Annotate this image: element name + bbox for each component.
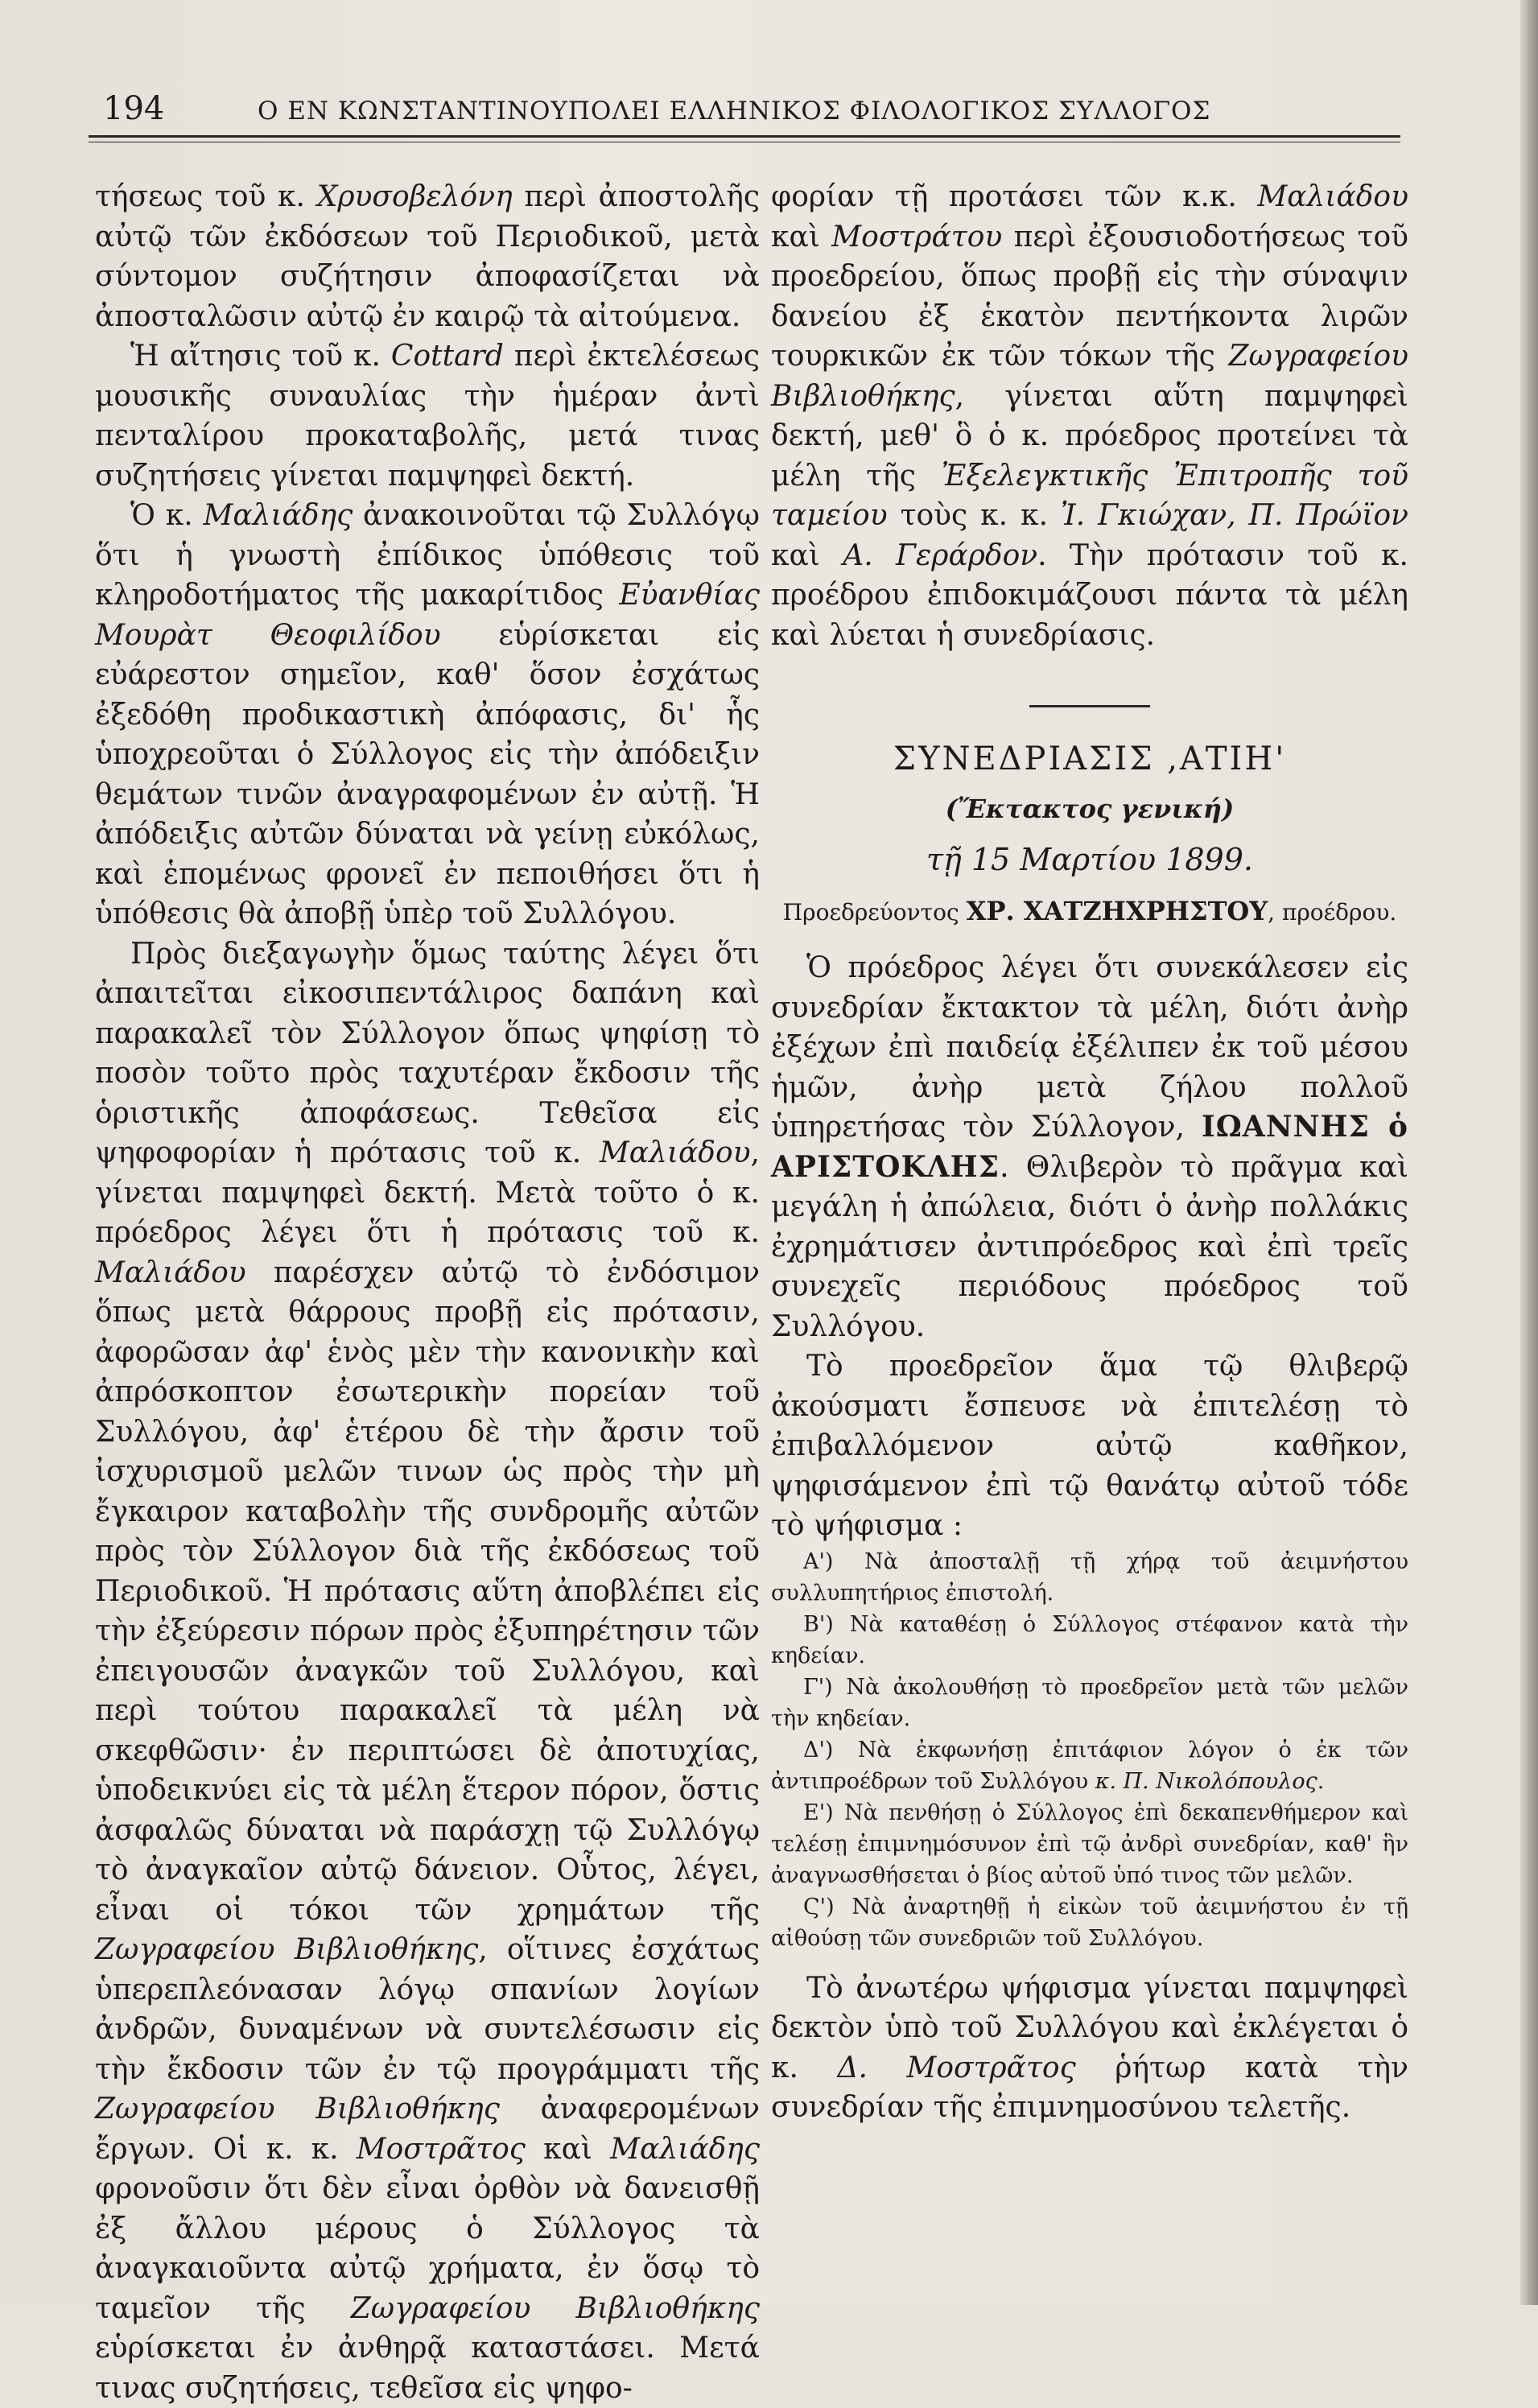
paragraph: Ὁ κ. Μαλιάδης ἀνακοινοῦται τῷ Συλλόγῳ ὅτι ἡ γνωστὴ ἐπίδικος ὑπόθεσις τοῦ κληροδοτήματος τῆς μακαρίτιδος Εὐανθίας Μουρὰτ Θεοφιλίδου εὑρίσκεται εἰς εὐάρεστον σημεῖον, καθ' ὅσον ἐσχάτως ἐξεδόθη προδικαστικὴ ἀπόφασις, δι' ἧς ὑποχρεοῦται ὁ Σύλλογος εἰς τὴν ἀπόδειξιν θεμάτων τινῶν ἀναγραφομένων ἐν αὐτῇ. Ἡ ἀπόδειξις αὐτῶν δύναται νὰ γείνῃ εὐκόλως, καὶ ἑπομένως φρονεῖ ἐν πεποιθήσει ὅτι ἡ ὑπόθεσις θὰ ἀποβῇ ὑπὲρ τοῦ Συλλόγου. <box>95 496 760 934</box>
session-date: τῇ 15 Μαρτίου 1899. <box>771 840 1408 880</box>
resolution-item: Γ') Νὰ ἀκολουθήσῃ τὸ προεδρεῖον μετὰ τῶν μελῶν τὴν κηδείαν. <box>771 1672 1408 1734</box>
resolution-item: Ϛ') Νὰ ἀναρτηθῇ ἡ εἰκὼν τοῦ ἀειμνήστου ἐν τῇ αἰθούσῃ τῶν συνεδριῶν τοῦ Συλλόγου. <box>771 1891 1408 1954</box>
section-divider <box>1029 705 1150 707</box>
page-header <box>89 90 1400 138</box>
session-subtitle: (Ἔκτακτος γενική) <box>771 790 1408 830</box>
resolution-item: Ε') Νὰ πενθήσῃ ὁ Σύλλογος ἐπὶ δεκαπενθήμερον καὶ τελέσῃ ἐπιμνημόσυνον ἐπὶ τῷ ἀνδρὶ συνεδρίαν, καθ' ἣν ἀναγνωσθήσεται ὁ βίος αὐτοῦ ὑπό τινος τῶν μελῶν. <box>771 1797 1408 1891</box>
header-rule-thick <box>89 135 1400 138</box>
paragraph: τήσεως τοῦ κ. Χρυσοβελόνη περὶ ἀποστολῆς αὐτῷ τῶν ἐκδόσεων τοῦ Περιοδικοῦ, μετὰ σύντομον συζήτησιν ἀποφασίζεται νὰ ἀποσταλῶσιν αὐτῷ ἐν καιρῷ τὰ αἰτούμενα. <box>95 177 760 336</box>
resolution-item: Δ') Νὰ ἐκφωνήσῃ ἐπιτάφιον λόγον ὁ ἐκ τῶν ἀντιπροέδρων τοῦ Συλλόγου κ. Π. Νικολόπουλος. <box>771 1734 1408 1797</box>
resolution-list <box>771 1546 1408 1954</box>
presiding-line: Προεδρεύοντος ΧΡ. ΧΑΤΖΗΧΡΗΣΤΟΥ, προέδρου. <box>771 892 1408 933</box>
paragraph: Τὸ προεδρεῖον ἅμα τῷ θλιβερῷ ἀκούσματι ἔσπευσε νὰ ἐπιτελέσῃ τὸ ἐπιβαλλόμενον αὐτῷ καθῆκον, ψηφισάμενον ἐπὶ τῷ θανάτῳ αὐτοῦ τόδε τὸ ψήφισμα : <box>771 1346 1408 1546</box>
paragraph: Ὁ πρόεδρος λέγει ὅτι συνεκάλεσεν εἰς συνεδρίαν ἔκτακτον τὰ μέλη, διότι ἀνὴρ ἐξέχων ἐπὶ παιδείᾳ ἐξέλιπεν ἐκ τοῦ μέσου ἡμῶν, ἀνὴρ μετὰ ζήλου πολλοῦ ὑπηρετήσας τὸν Σύλλογον, ΙΩΑΝΝΗΣ ὁ ΑΡΙΣΤΟΚΛΗΣ. Θλιβερὸν τὸ πρᾶγμα καὶ μεγάλη ἡ ἀπώλεια, διότι ὁ ἀνὴρ πολλάκις ἐχρημάτισεν ἀντιπρόεδρος καὶ ἐπὶ τρεῖς συνεχεῖς περιόδους πρόεδρος τοῦ Συλλόγου. <box>771 948 1408 1346</box>
paragraph: φορίαν τῇ προτάσει τῶν κ.κ. Μαλιάδου καὶ Μοστράτου περὶ ἐξουσιοδοτήσεως τοῦ προεδρείου, ὅπως προβῇ εἰς τὴν σύναψιν δανείου ἐξ ἑκατὸν πεντήκοντα λιρῶν τουρκικῶν ἐκ τῶν τόκων τῆς Ζωγραφείου Βιβλιοθήκης, γίνεται αὕτη παμψηφεὶ δεκτή, μεθ' ὃ ὁ κ. πρόεδρος προτείνει τὰ μέλη τῆς Ἐξελεγκτικῆς Ἐπιτροπῆς τοῦ ταμείου τοὺς κ. κ. Ἰ. Γκιώχαν, Π. Πρώϊον καὶ Α. Γεράρδον. Τὴν πρότασιν τοῦ κ. προέδρου ἐπιδοκιμάζουσι πάντα τὰ μέλη καὶ λύεται ἡ συνεδρίασις. <box>771 177 1408 655</box>
paragraph: Ἡ αἴτησις τοῦ κ. Cottard περὶ ἐκτελέσεως μουσικῆς συναυλίας τὴν ἡμέραν ἀντὶ πενταλίρου προκαταβολῆς, μετά τινας συζητήσεις γίνεται παμψηφεὶ δεκτή. <box>95 336 760 496</box>
paragraph: Τὸ ἀνωτέρω ψήφισμα γίνεται παμψηφεὶ δεκτὸν ὑπὸ τοῦ Συλλόγου καὶ ἐκλέγεται ὁ κ. Δ. Μοστρᾶτος ῥήτωρ κατὰ τὴν συνεδρίαν τῆς ἐπιμνημοσύνου τελετῆς. <box>771 1969 1408 2128</box>
left-column <box>95 177 760 2408</box>
right-column <box>771 177 1408 2128</box>
page-binding-edge <box>1520 0 1538 2305</box>
session-title: ΣΥΝΕΔΡΙΑΣΙΣ ,ΑΤΙΗ' <box>771 740 1408 780</box>
resolution-item: Β') Νὰ καταθέσῃ ὁ Σύλλογος στέφανον κατὰ τὴν κηδείαν. <box>771 1609 1408 1672</box>
page-number: 194 <box>103 90 164 127</box>
running-title: Ο ΕΝ ΚΩΝΣΤΑΝΤΙΝΟΥΠΟΛΕΙ ΕΛΛΗΝΙΚΟΣ ΦΙΛΟΛΟΓΙΚΟΣ ΣΥΛΛΟΓΟΣ <box>258 97 1210 126</box>
paragraph: Πρὸς διεξαγωγὴν ὅμως ταύτης λέγει ὅτι ἀπαιτεῖται εἰκοσιπεντάλιρος δαπάνη καὶ παρακαλεῖ τὸν Σύλλογον ὅπως ψηφίσῃ τὸ ποσὸν τοῦτο πρὸς ταχυτέραν ἔκδοσιν τῆς ὁριστικῆς ἀποφάσεως. Τεθεῖσα εἰς ψηφοφορίαν ἡ πρότασις τοῦ κ. Μαλιάδου, γίνεται παμψηφεὶ δεκτή. Μετὰ τοῦτο ὁ κ. πρόεδρος λέγει ὅτι ἡ πρότασις τοῦ κ. Μαλιάδου παρέσχεν αὐτῷ τὸ ἐνδόσιμον ὅπως μετὰ θάρρους προβῇ εἰς πρότασιν, ἀφορῶσαν ἀφ' ἑνὸς μὲν τὴν κανονικὴν καὶ ἀπρόσκοπτον ἐσωτερικὴν πορείαν τοῦ Συλλόγου, ἀφ' ἑτέρου δὲ τὴν ἄρσιν τοῦ ἰσχυρισμοῦ μελῶν τινων ὡς πρὸς τὴν μὴ ἔγκαιρον καταβολὴν τῆς συνδρομῆς αὐτῶν πρὸς τὸν Σύλλογον διὰ τῆς ἐκδόσεως τοῦ Περιοδικοῦ. Ἡ πρότασις αὕτη ἀποβλέπει εἰς τὴν ἐξεύρεσιν πόρων πρὸς ἐξυπηρέτησιν τῶν ἐπειγουσῶν ἀναγκῶν τοῦ Συλλόγου, καὶ περὶ τούτου παρακαλεῖ τὰ μέλη νὰ σκεφθῶσιν· ἐν περιπτώσει δὲ ἀποτυχίας, ὑποδεικνύει εἰς τὰ μέλη ἕτερον πόρον, ὅστις ἀσφαλῶς δύναται νὰ παράσχῃ τῷ Συλλόγῳ τὸ ἀναγκαῖον αὐτῷ δάνειον. Οὗτος, λέγει, εἶναι οἱ τόκοι τῶν χρημάτων τῆς Ζωγραφείου Βιβλιοθήκης, οἵτινες ἐσχάτως ὑπερεπλεόνασαν λόγῳ σπανίων λογίων ἀνδρῶν, δυναμένων νὰ συντελέσωσιν εἰς τὴν ἔκδοσιν τῶν ἐν τῷ προγράμματι τῆς Ζωγραφείου Βιβλιοθήκης ἀναφερομένων ἔργων. Οἱ κ. κ. Μοστρᾶτος καὶ Μαλιάδης φρονοῦσιν ὅτι δὲν εἶναι ὀρθὸν νὰ δανεισθῇ ἐξ ἄλλου μέρους ὁ Σύλλογος τὰ ἀναγκαιοῦντα αὐτῷ χρήματα, ἐν ὅσῳ τὸ ταμεῖον τῆς Ζωγραφείου Βιβλιοθήκης εὑρίσκεται ἐν ἀνθηρᾷ καταστάσει. Μετά τινας συζητήσεις, τεθεῖσα εἰς ψηφο- <box>95 934 760 2408</box>
resolution-item: Α') Νὰ ἀποσταλῇ τῇ χήρᾳ τοῦ ἀειμνήστου συλλυπητήριος ἐπιστολή. <box>771 1546 1408 1609</box>
